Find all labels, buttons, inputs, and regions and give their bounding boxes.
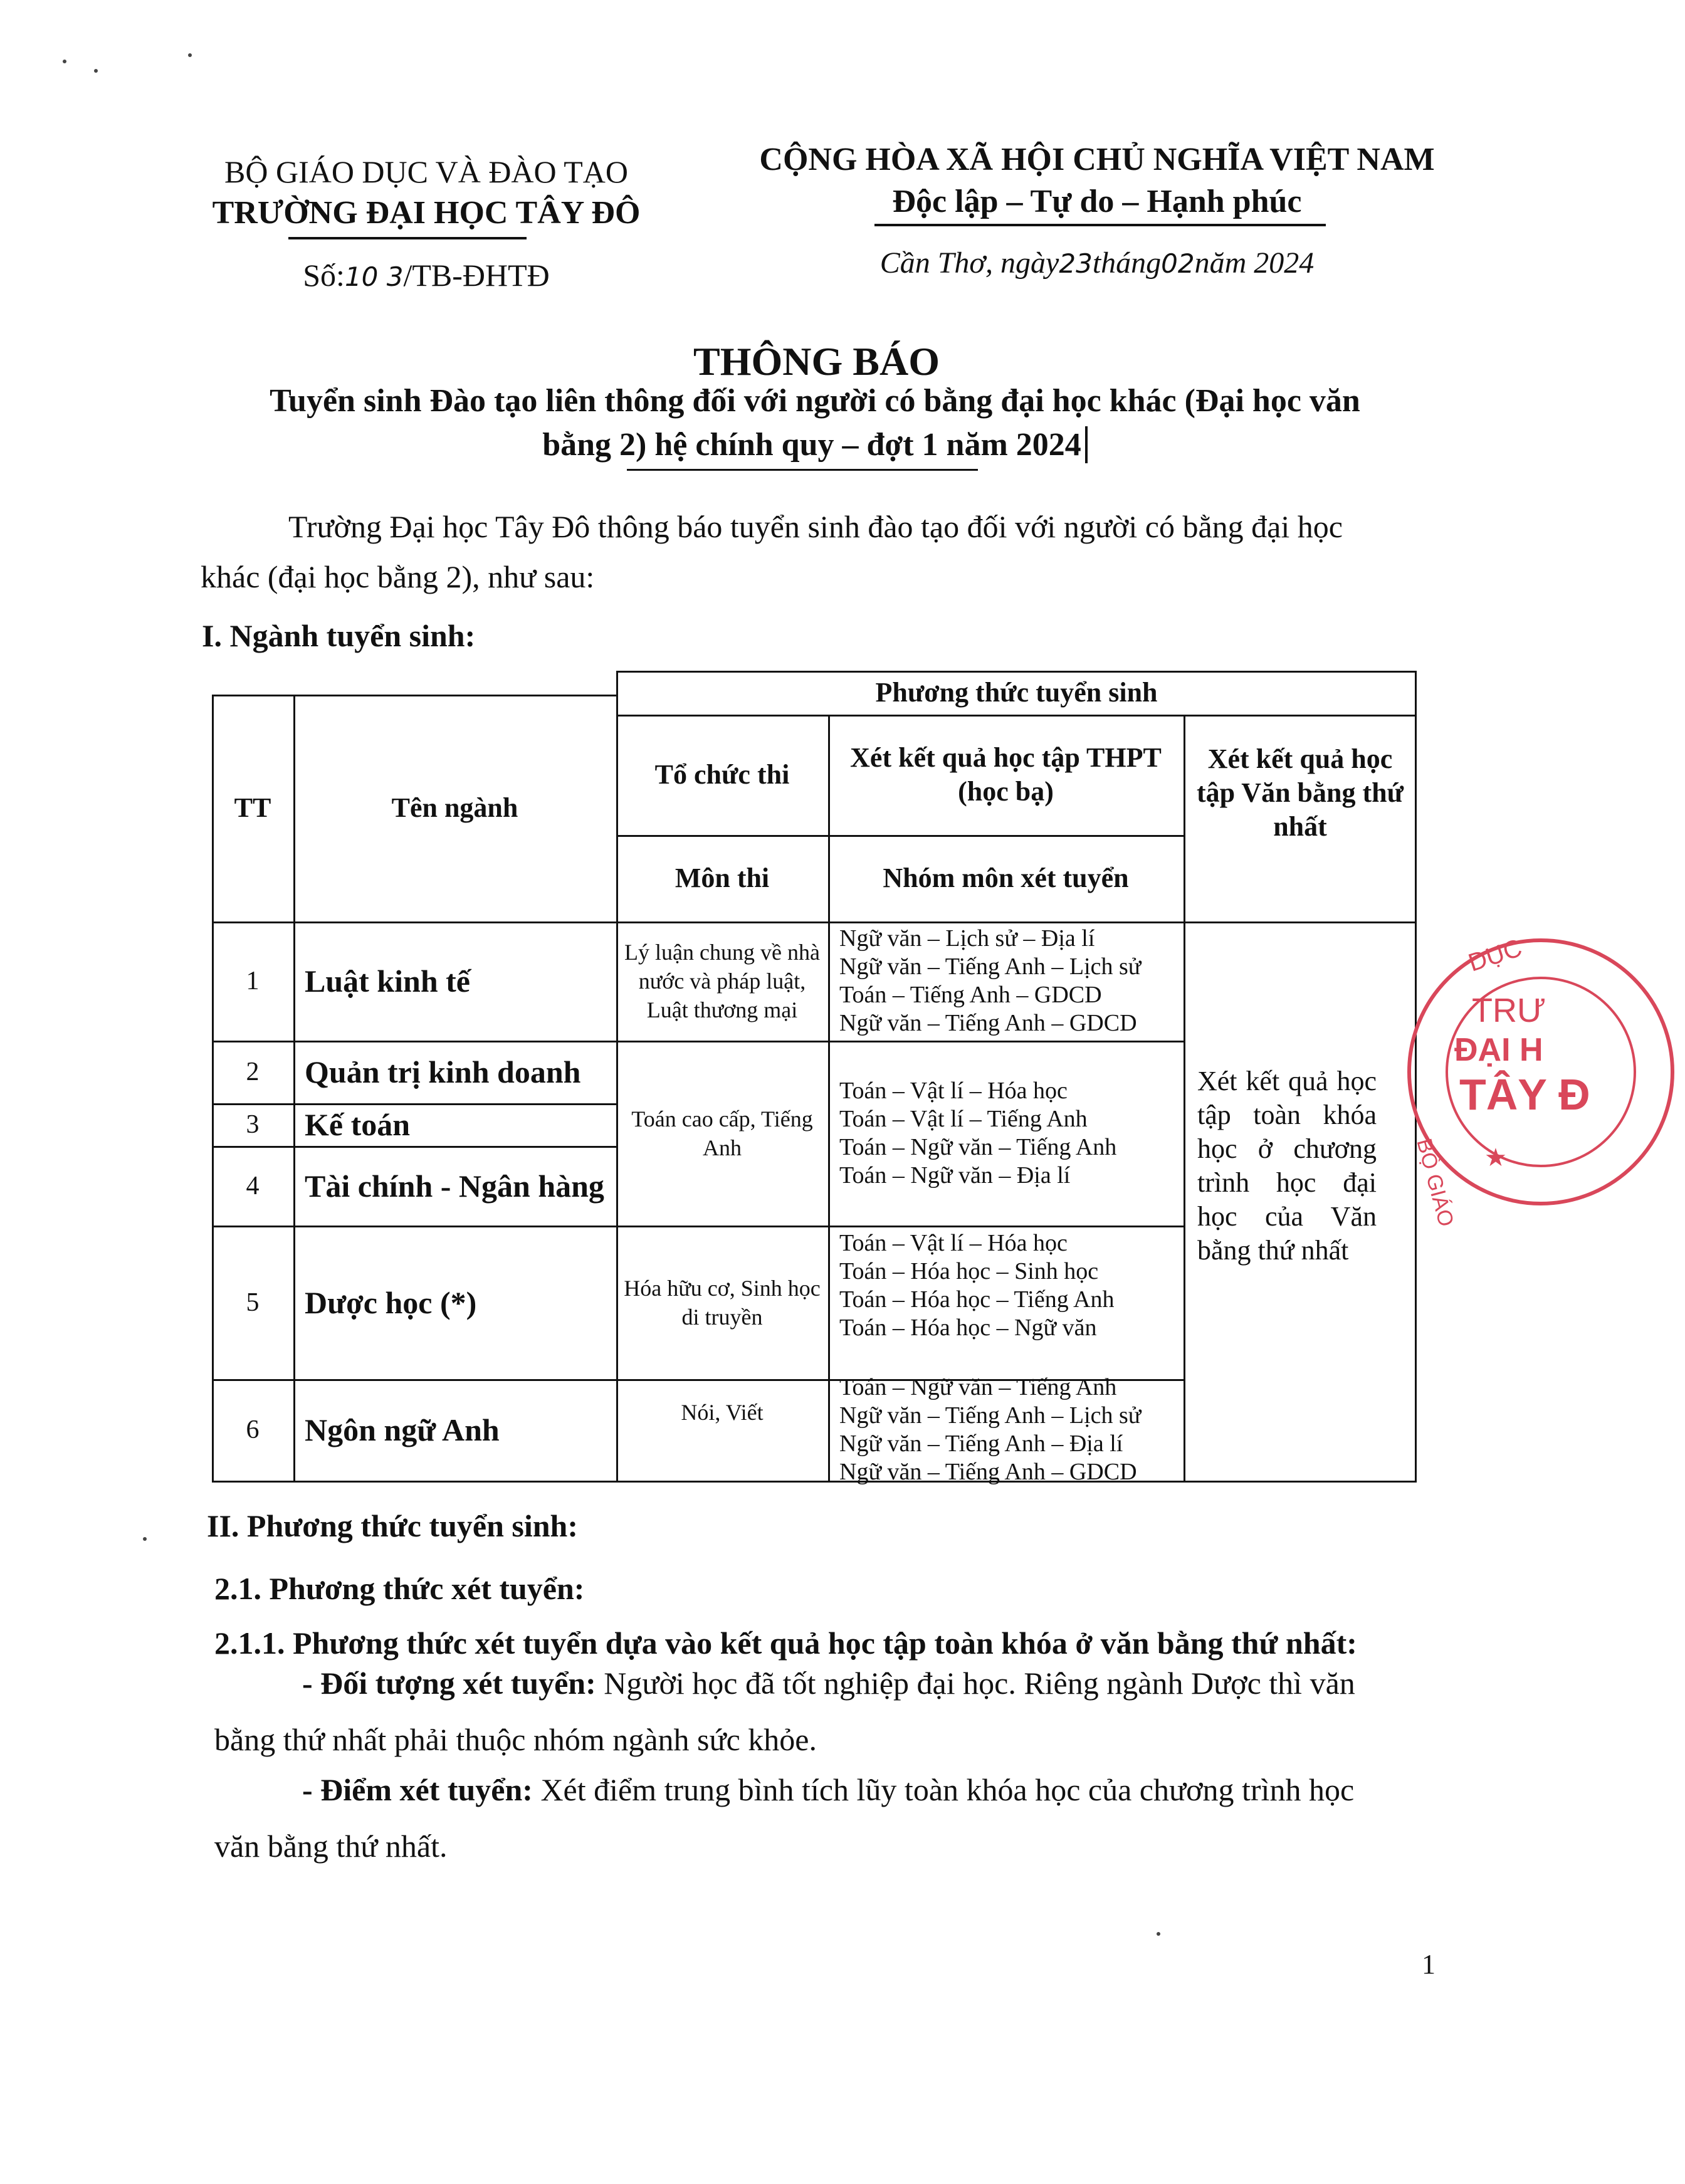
header-degree: Xét kết quả học tập Văn bằng thứ nhất <box>1196 743 1404 842</box>
target-label: - Đối tượng xét tuyển: <box>302 1666 596 1701</box>
header-hocba: Xét kết quả học tập THPT (học bạ) <box>850 742 1162 807</box>
row-tt-6: 6 <box>246 1415 260 1444</box>
exam-cell-4: Nói, Viết <box>681 1400 764 1425</box>
row-major-1: Luật kinh tế <box>305 963 470 999</box>
ministry-name: BỘ GIÁO DỤC VÀ ĐÀO TẠO <box>224 154 628 189</box>
row-major-6: Ngôn ngữ Anh <box>305 1412 500 1447</box>
header-major: Tên ngành <box>391 792 518 823</box>
scan-speck <box>1157 1932 1160 1936</box>
group-item: Toán – Ngữ văn – Tiếng Anh <box>839 1133 1117 1160</box>
target-text-1: Người học đã tốt nghiệp đại học. Riêng ngành Dược thì văn <box>596 1666 1355 1701</box>
intro-line1: Trường Đại học Tây Đô thông báo tuyển sinh đào tạo đối với người có bằng đại học <box>288 509 1343 544</box>
group-item: Toán – Vật lí – Hóa học <box>839 1077 1068 1104</box>
subtitle-year: 2024 <box>1016 426 1088 463</box>
page-number: 1 <box>1422 1949 1436 1980</box>
date-day: 23 <box>1059 248 1093 279</box>
group-item: Toán – Vật lí – Tiếng Anh <box>839 1105 1088 1132</box>
republic-name: CỘNG HÒA XÃ HỘI CHỦ NGHĨA VIỆT NAM <box>759 142 1435 177</box>
group-cell-2 <box>828 1041 1184 1226</box>
target-paragraph <box>214 1655 1443 1768</box>
group-cell-3 <box>828 1226 1184 1379</box>
table-bottom-border <box>212 1481 1417 1483</box>
stamp-text-top: DỤC <box>1465 933 1526 977</box>
row-tt-3: 3 <box>246 1110 260 1139</box>
group-item: Toán – Hóa học – Sinh học <box>839 1258 1099 1284</box>
header-method: Phương thức tuyển sinh <box>875 677 1158 708</box>
scan-speck <box>63 60 66 63</box>
intro-paragraph <box>201 501 1442 602</box>
header-tt: TT <box>234 792 271 823</box>
stamp-star-icon: ★ <box>1484 1143 1507 1172</box>
row-major-5: Dược học (*) <box>305 1284 477 1320</box>
stamp-text-mid: TRƯ <box>1472 992 1546 1029</box>
header-exam: Tổ chức thi <box>654 759 790 790</box>
score-paragraph <box>214 1761 1443 1874</box>
row-major-4: Tài chính - Ngân hàng <box>305 1168 604 1204</box>
group-item: Toán – Tiếng Anh – GDCD <box>839 982 1102 1008</box>
exam-cell-3: Hóa hữu cơ, Sinh học di truyền <box>624 1275 821 1330</box>
group-item: Ngữ văn – Tiếng Anh – Lịch sử <box>839 953 1142 980</box>
section-2-heading: II. Phương thức tuyển sinh: <box>207 1508 578 1543</box>
group-item: Ngữ văn – Tiếng Anh – GDCD <box>839 1010 1137 1036</box>
scan-speck <box>94 69 98 73</box>
date-month: 02 <box>1161 248 1195 279</box>
intro-line2: khác (đại học bằng 2), như sau: <box>201 559 595 594</box>
group-item: Toán – Hóa học – Tiếng Anh <box>839 1286 1115 1313</box>
doc-no-suffix: /TB-ĐHTĐ <box>403 258 550 293</box>
scan-speck <box>143 1537 147 1541</box>
section-2-1-1-heading: 2.1.1. Phương thức xét tuyển dựa vào kết quả học tập toàn khóa ở văn bằng thứ nhất: <box>214 1625 1357 1661</box>
date-year: năm 2024 <box>1194 246 1315 280</box>
row-tt-5: 5 <box>246 1288 260 1317</box>
date-place: Cần Thơ, ngày <box>879 246 1059 280</box>
group-item: Toán – Hóa học – Ngữ văn <box>839 1315 1097 1341</box>
notice-title: THÔNG BÁO <box>693 339 940 384</box>
doc-no-prefix: Số: <box>303 258 345 293</box>
notice-subtitle-line2 <box>188 426 1442 463</box>
degree-cell: Xét kết quả học tập toàn khóa học ở chương trình học đại học của Văn bằng thứ nhất <box>1197 1066 1377 1266</box>
document-number <box>157 257 696 293</box>
group-item: Ngữ văn – Tiếng Anh – Địa lí <box>839 1431 1123 1457</box>
group-item: Toán – Vật lí – Hóa học <box>839 1230 1068 1256</box>
row-tt-1: 1 <box>246 967 260 995</box>
score-text-1: Xét điểm trung bình tích lũy toàn khóa học của chương trình học <box>532 1772 1355 1807</box>
group-item: Toán – Ngữ văn – Địa lí <box>839 1162 1071 1189</box>
group-cell-4 <box>828 1374 1184 1485</box>
group-item: Ngữ văn – Tiếng Anh – GDCD <box>839 1459 1137 1485</box>
section-2-1-heading: 2.1. Phương thức xét tuyển: <box>214 1571 585 1606</box>
row-major-2: Quản trị kinh doanh <box>305 1054 581 1089</box>
target-text-2: bằng thứ nhất phải thuộc nhóm ngành sức khỏe. <box>214 1722 817 1757</box>
group-item: Toán – Ngữ văn – Tiếng Anh <box>839 1374 1117 1400</box>
header-exam-sub: Môn thi <box>675 863 770 893</box>
row-major-3: Kế toán <box>305 1107 411 1142</box>
stamp-text-tay: TÂY Đ <box>1459 1070 1590 1119</box>
group-cell-1 <box>828 921 1184 1041</box>
red-seal-stamp <box>1397 928 1685 1229</box>
majors-table <box>212 671 1417 1483</box>
date-line <box>721 246 1473 280</box>
scan-speck <box>188 53 192 57</box>
row-tt-2: 2 <box>246 1058 260 1086</box>
exam-cell-2: Toán cao cấp, Tiếng Anh <box>631 1106 813 1160</box>
section-1-heading: I. Ngành tuyển sinh: <box>202 618 476 653</box>
group-item: Ngữ văn – Tiếng Anh – Lịch sử <box>839 1402 1142 1429</box>
header-right-underline <box>874 224 1326 226</box>
subtitle-underline <box>627 469 978 471</box>
score-text-2: văn bằng thứ nhất. <box>214 1829 448 1864</box>
university-name: TRƯỜNG ĐẠI HỌC TÂY ĐÔ <box>212 195 641 231</box>
notice-subtitle-line1: Tuyển sinh Đào tạo liên thông đối với người có bằng đại học khác (Đại học văn <box>270 383 1360 419</box>
subtitle-line2-text: bằng 2) hệ chính quy – đợt 1 năm <box>542 427 1016 463</box>
row-tt-4: 4 <box>246 1171 260 1200</box>
header-left-underline <box>288 237 527 239</box>
exam-cell-1: Lý luận chung về nhà nước và pháp luật, Luật thương mại <box>624 940 820 1022</box>
header-hocba-sub: Nhóm môn xét tuyển <box>883 863 1129 893</box>
score-label: - Điểm xét tuyển: <box>302 1772 533 1807</box>
date-month-label: tháng <box>1092 246 1162 280</box>
national-motto: Độc lập – Tự do – Hạnh phúc <box>892 184 1302 219</box>
stamp-text-side: BỘ GIÁO <box>1412 1136 1459 1229</box>
stamp-text-dai: ĐẠI H <box>1454 1032 1543 1068</box>
group-item: Ngữ văn – Lịch sử – Địa lí <box>839 925 1095 952</box>
doc-no-handwritten: 10 3 <box>344 261 404 292</box>
